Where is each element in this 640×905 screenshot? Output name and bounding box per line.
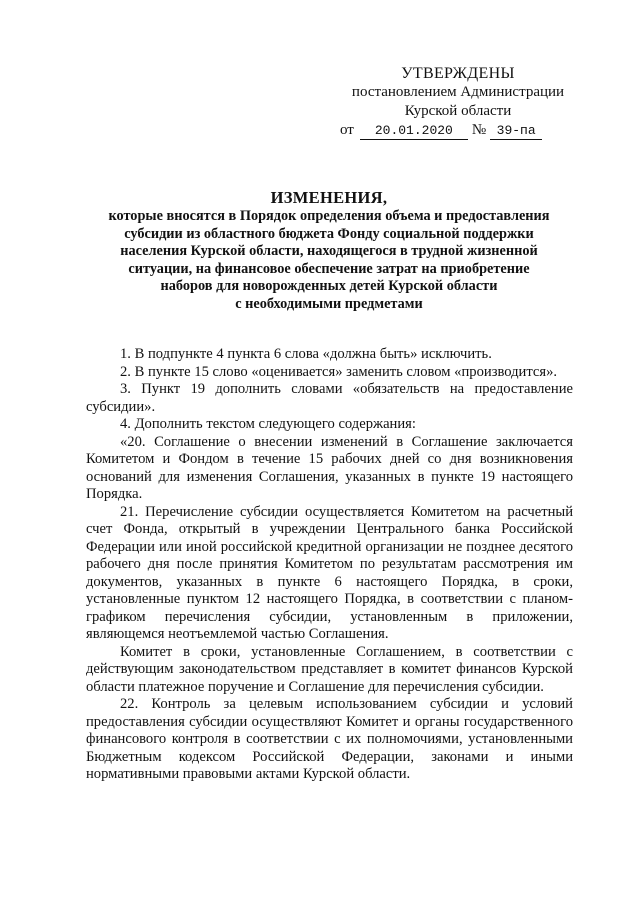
paragraph: 22. Контроль за целевым использованием субсидии и условий предоставления субсидии осуществляют Комитет и органы государственного финансового контроля в соответствии с их полномочиями, установленными Бюджетным кодексом Российской Федерации, законами и иными нормативными правовыми актами Курской области. (86, 696, 573, 782)
paragraph: 1. В подпункте 4 пункта 6 слова «должна быть» исключить. (120, 346, 492, 362)
heading-line: наборов для новорожденных детей Курской области (160, 278, 498, 295)
approval-number-line (338, 121, 578, 140)
paragraph: 3. Пункт 19 дополнить словами «обязательств на предоставление субсидии». (86, 381, 573, 415)
paragraph: «20. Соглашение о внесении изменений в Соглашение заключается Комитетом и Фондом в течение 15 рабочих дней со дня возникновения оснований для изменения Соглашения, указанных в пункте 19 настоящего Порядка. (86, 433, 573, 502)
number-label: № (471, 122, 487, 138)
approval-line-1: постановлением Администрации (351, 84, 565, 100)
document-body (86, 346, 573, 784)
document-heading (86, 188, 572, 314)
heading-line: с необходимыми предметами (235, 295, 423, 312)
paragraph: 21. Перечисление субсидии осуществляется Комитетом на расчетный счет Фонда, открытый в учреждении Центрального банка Российской Федерации или иной российской кредитной организации не позднее десятого рабочего дня после принятия Комитетом по результатам рассмотрения им документов, указанных в пункте 6 настоящего Порядка, в сроки, установленные пунктом 12 настоящего Порядка, в соответствии с планом-графиком перечисления субсидии, установленным в приложении, являющемся неотъемлемой частью Соглашения. (86, 503, 573, 642)
heading-title: ИЗМЕНЕНИЯ, (270, 188, 388, 207)
heading-line: населения Курской области, находящегося в трудной жизненной (120, 243, 538, 260)
from-label: от (340, 122, 354, 138)
approval-number: 39-па (490, 123, 542, 140)
paragraph: Комитет в сроки, установленные Соглашением, в соответствии с действующим законодательством представляет в комитет финансов Курской области платежное поручение и Соглашение для перечисления субсидии. (86, 643, 573, 695)
paragraph: 2. В пункте 15 слово «оценивается» заменить словом «производится». (120, 363, 558, 380)
heading-line: субсидии из областного бюджета Фонду социальной поддержки (124, 225, 534, 242)
approval-stamp (338, 64, 578, 140)
approval-line-2: Курской области (404, 103, 512, 119)
paragraph: 4. Дополнить текстом следующего содержания: (120, 416, 416, 432)
heading-line: которые вносятся в Порядок определения объема и предоставления (108, 208, 550, 224)
approval-title: УТВЕРЖДЕНЫ (401, 65, 515, 82)
heading-line: ситуации, на финансовое обеспечение затрат на приобретение (128, 260, 530, 277)
approval-date: 20.01.2020 (360, 123, 468, 140)
